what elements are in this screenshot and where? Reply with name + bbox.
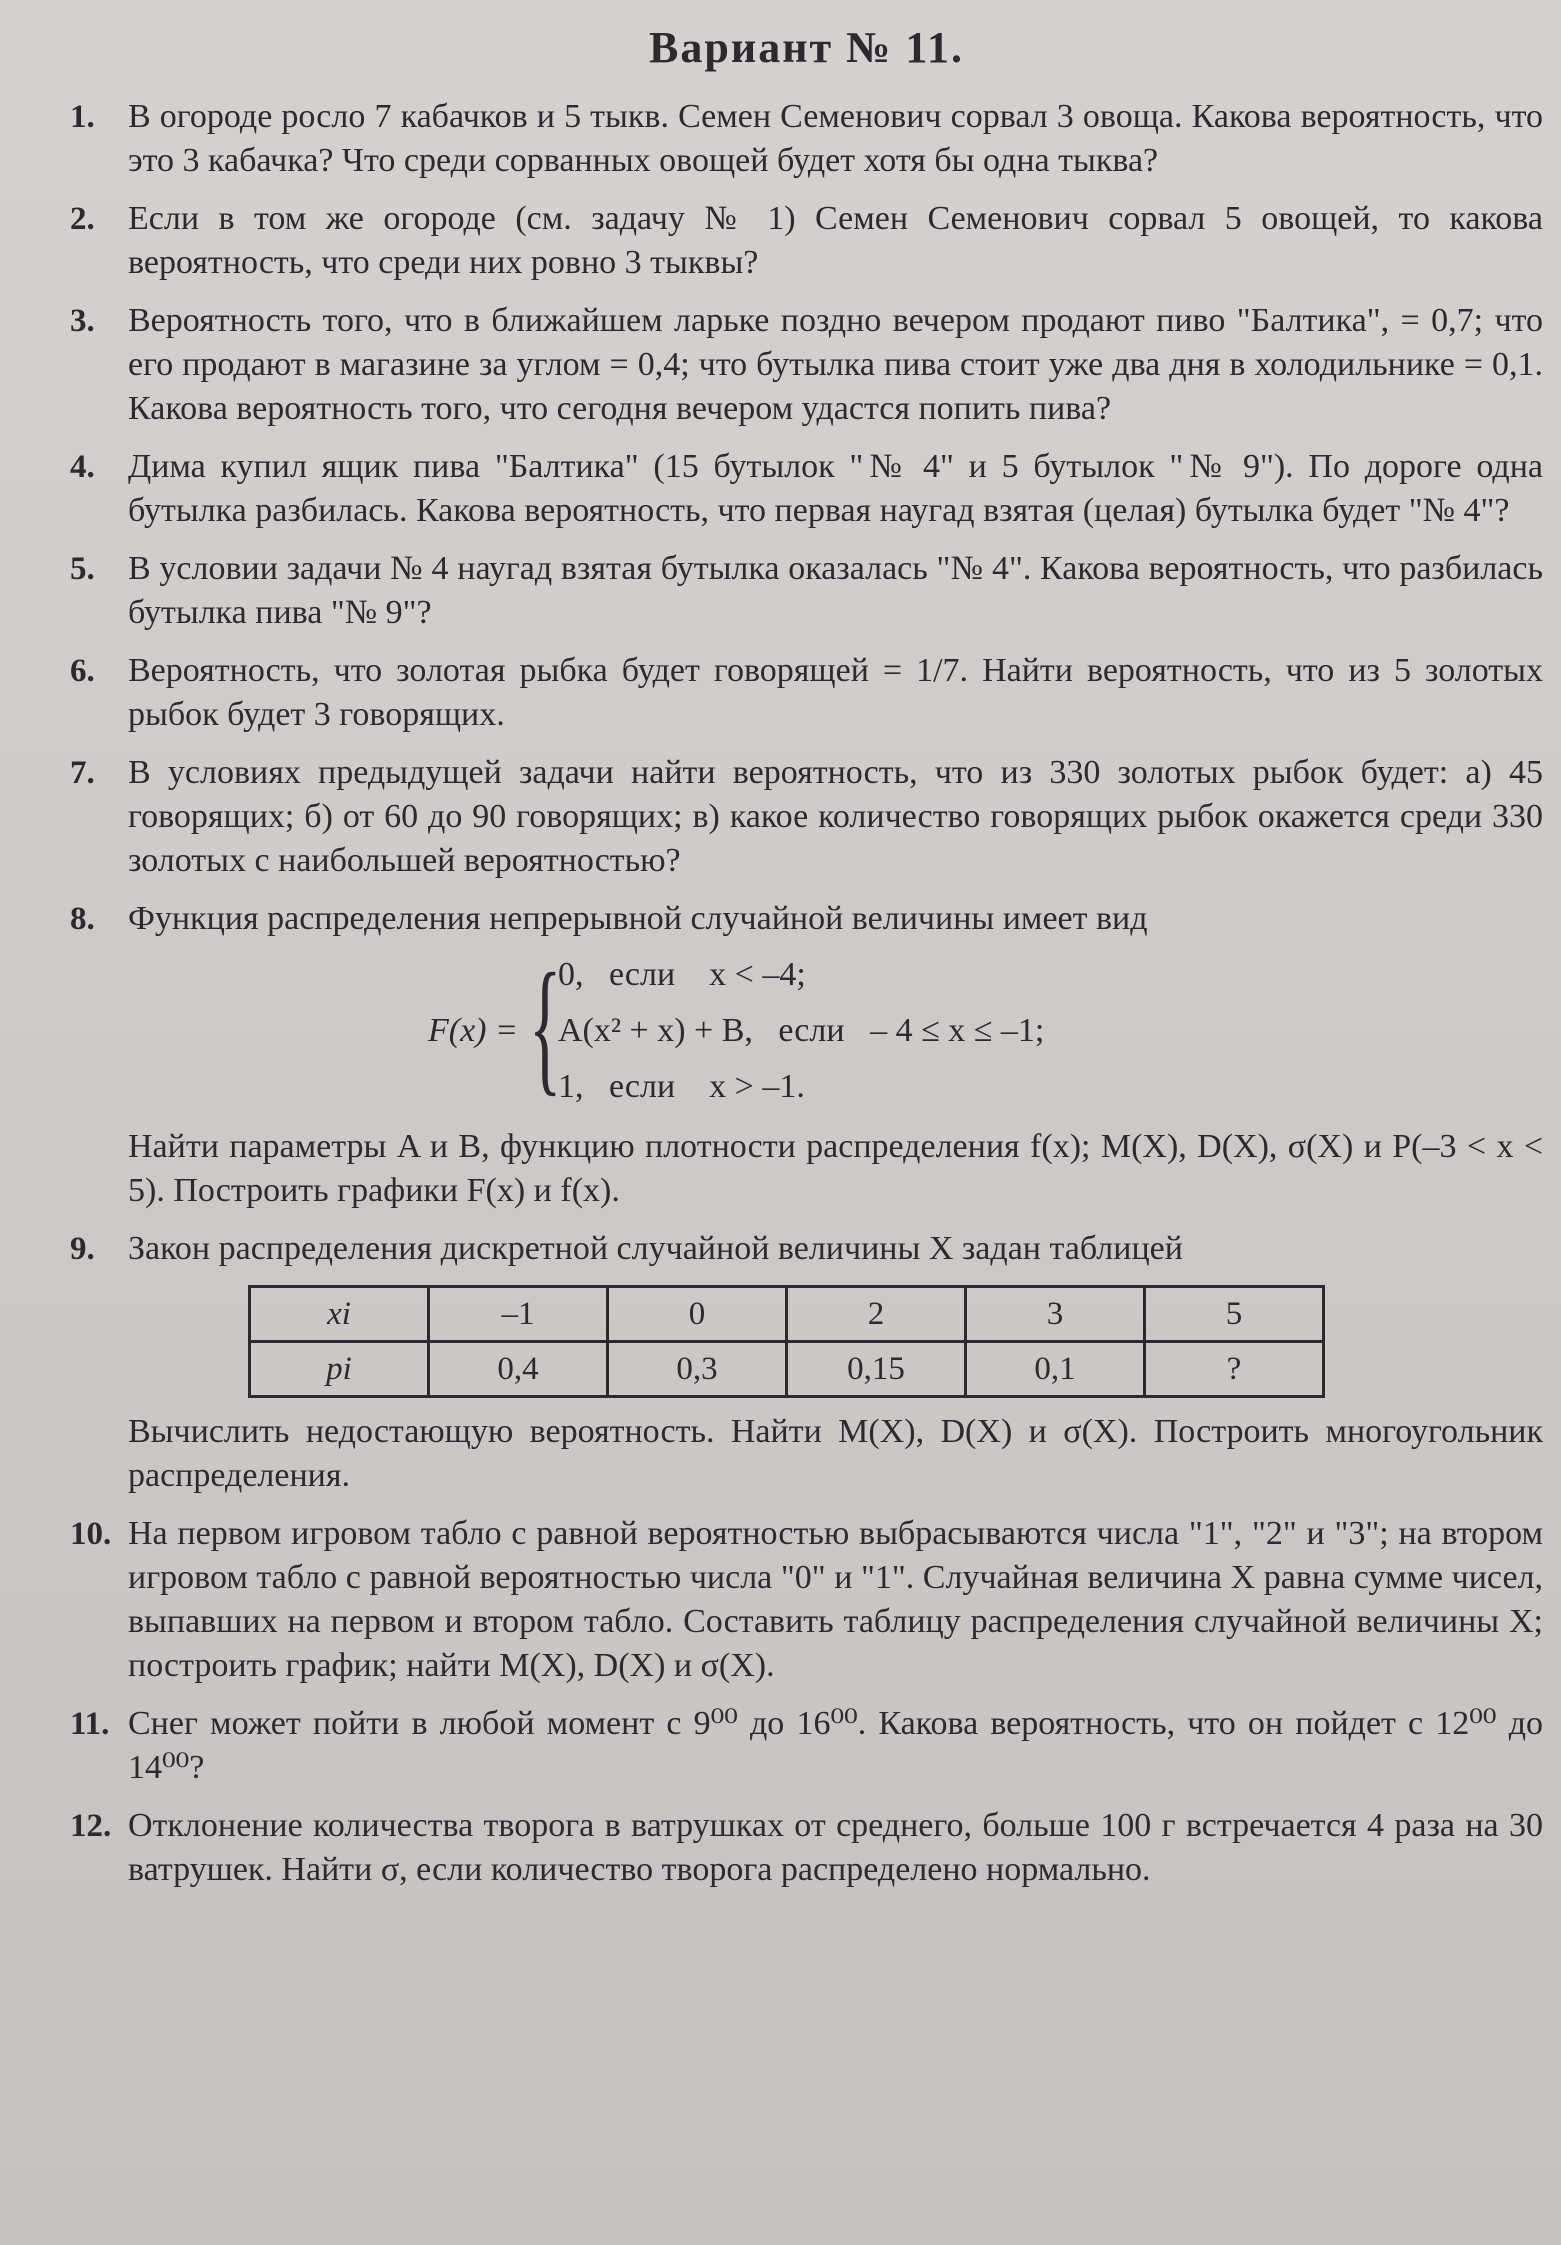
formula-case-2: A(x² + x) + B, если – 4 ≤ x ≤ –1;: [557, 1012, 1045, 1049]
page-title: Вариант № 11.: [649, 23, 964, 72]
table-cell: 2: [787, 1287, 966, 1342]
table-row-p: [250, 1342, 1324, 1397]
task-7: [70, 751, 1543, 883]
task-text: Вероятность, что золотая рыбка будет говорящей = 1/7. Найти вероятность, что из 5 золотых рыбок будет 3 говорящих.: [128, 652, 1543, 733]
table-cell: 0,15: [787, 1342, 966, 1397]
table-cell: ?: [1145, 1342, 1324, 1397]
task-11: [70, 1702, 1543, 1790]
task-text: На первом игровом табло с равной вероятностью выбрасываются числа "1", "2" и "3"; на втором игровом табло с равной вероятностью числа "0" и "1". Случайная величина X равна сумме чисел, выпавших на первом и втором табло. Составить таблицу распределения случайной величины X; построить график; найти M(X), D(X) и σ(X).: [128, 1515, 1543, 1684]
task-4: [70, 445, 1543, 533]
task-question: Вычислить недостающую вероятность. Найти M(X), D(X) и σ(X). Построить многоугольник распределения.: [128, 1413, 1543, 1494]
task-9: [70, 1227, 1543, 1498]
task-text: Отклонение количества творога в ватрушках от среднего, больше 100 г встречается 4 раза на 30 ватрушек. Найти σ, если количество творога распределено нормально.: [128, 1807, 1543, 1888]
table-cell: –1: [429, 1287, 608, 1342]
table-cell: 0,1: [966, 1342, 1145, 1397]
task-number: 1.: [70, 99, 95, 135]
task-2: [70, 197, 1543, 285]
task-number: 4.: [70, 449, 95, 485]
task-intro: Функция распределения непрерывной случайной величины имеет вид: [128, 900, 1148, 937]
task-5: [70, 547, 1543, 635]
task-number: 5.: [70, 551, 95, 587]
task-number: 11.: [70, 1706, 110, 1742]
table-cell: 5: [1145, 1287, 1324, 1342]
task-text: Дима купил ящик пива "Балтика" (15 бутылок "№ 4" и 5 бутылок "№ 9"). По дороге одна бутылка разбилась. Какова вероятность, что первая наугад взятая (целая) бутылка будет "№ 4"?: [128, 448, 1543, 529]
task-number: 10.: [70, 1516, 112, 1552]
task-text: Вероятность того, что в ближайшем ларьке поздно вечером продают пиво "Балтика", = 0,7; что его продают в магазине за углом = 0,4; что бутылка пива стоит уже два дня в холодильнике = 0,1. Какова вероятность того, что сегодня вечером удастся попить пива?: [128, 302, 1543, 427]
table-cell: 0,4: [429, 1342, 608, 1397]
task-number: 12.: [70, 1808, 112, 1844]
task-text: Если в том же огороде (см. задачу № 1) Семен Семенович сорвал 5 овощей, то какова вероятность, что среди них ровно 3 тыквы?: [128, 200, 1543, 281]
task-10: [70, 1512, 1543, 1688]
task-number: 2.: [70, 201, 95, 237]
task-text: В условиях предыдущей задачи найти вероятность, что из 330 золотых рыбок будет: а) 45 говорящих; б) от 60 до 90 говорящих; в) какое количество говорящих рыбок окажется среди 330 золотых с наибольшей вероятностью?: [128, 754, 1543, 879]
task-3: [70, 299, 1543, 431]
table-cell: 0: [608, 1287, 787, 1342]
formula-lhs: F(x) =: [428, 1012, 518, 1049]
task-6: [70, 649, 1543, 737]
task-question: Найти параметры A и B, функцию плотности распределения f(x); M(X), D(X), σ(X) и P(–3 < x < 5). Построить графики F(x) и f(x).: [128, 1128, 1543, 1209]
formula-case-3: 1, если x > –1.: [557, 1068, 805, 1105]
task-12: [70, 1804, 1543, 1892]
task-number: 6.: [70, 653, 95, 689]
task-8: [70, 897, 1543, 1213]
row-header-x: xi: [250, 1287, 429, 1342]
task-text: Снег может пойти в любой момент с 9⁰⁰ до 16⁰⁰. Какова вероятность, что он пойдет с 12⁰⁰ до 14⁰⁰?: [128, 1705, 1543, 1786]
brace-symbol: {: [528, 943, 562, 1109]
formula-case-1: 0, если x < –4;: [557, 956, 806, 993]
task-text: В огороде росло 7 кабачков и 5 тыкв. Семен Семенович сорвал 3 овоща. Какова вероятность, что это 3 кабачка? Что среди сорванных овощей будет хотя бы одна тыква?: [128, 98, 1543, 179]
table-cell: 3: [966, 1287, 1145, 1342]
piecewise-formula: [428, 943, 1543, 1115]
table-row-x: [250, 1287, 1324, 1342]
row-header-p: pi: [250, 1342, 429, 1397]
task-text: В условии задачи № 4 наугад взятая бутылка оказалась "№ 4". Какова вероятность, что разбилась бутылка пива "№ 9"?: [128, 550, 1543, 631]
task-number: 8.: [70, 901, 95, 937]
task-1: [70, 95, 1543, 183]
table-cell: 0,3: [608, 1342, 787, 1397]
task-intro: Закон распределения дискретной случайной величины X задан таблицей: [128, 1230, 1183, 1267]
task-number: 3.: [70, 303, 95, 339]
task-number: 7.: [70, 755, 95, 791]
task-number: 9.: [70, 1231, 95, 1267]
distribution-table: [248, 1285, 1325, 1398]
formula-cases: [558, 947, 1044, 1115]
